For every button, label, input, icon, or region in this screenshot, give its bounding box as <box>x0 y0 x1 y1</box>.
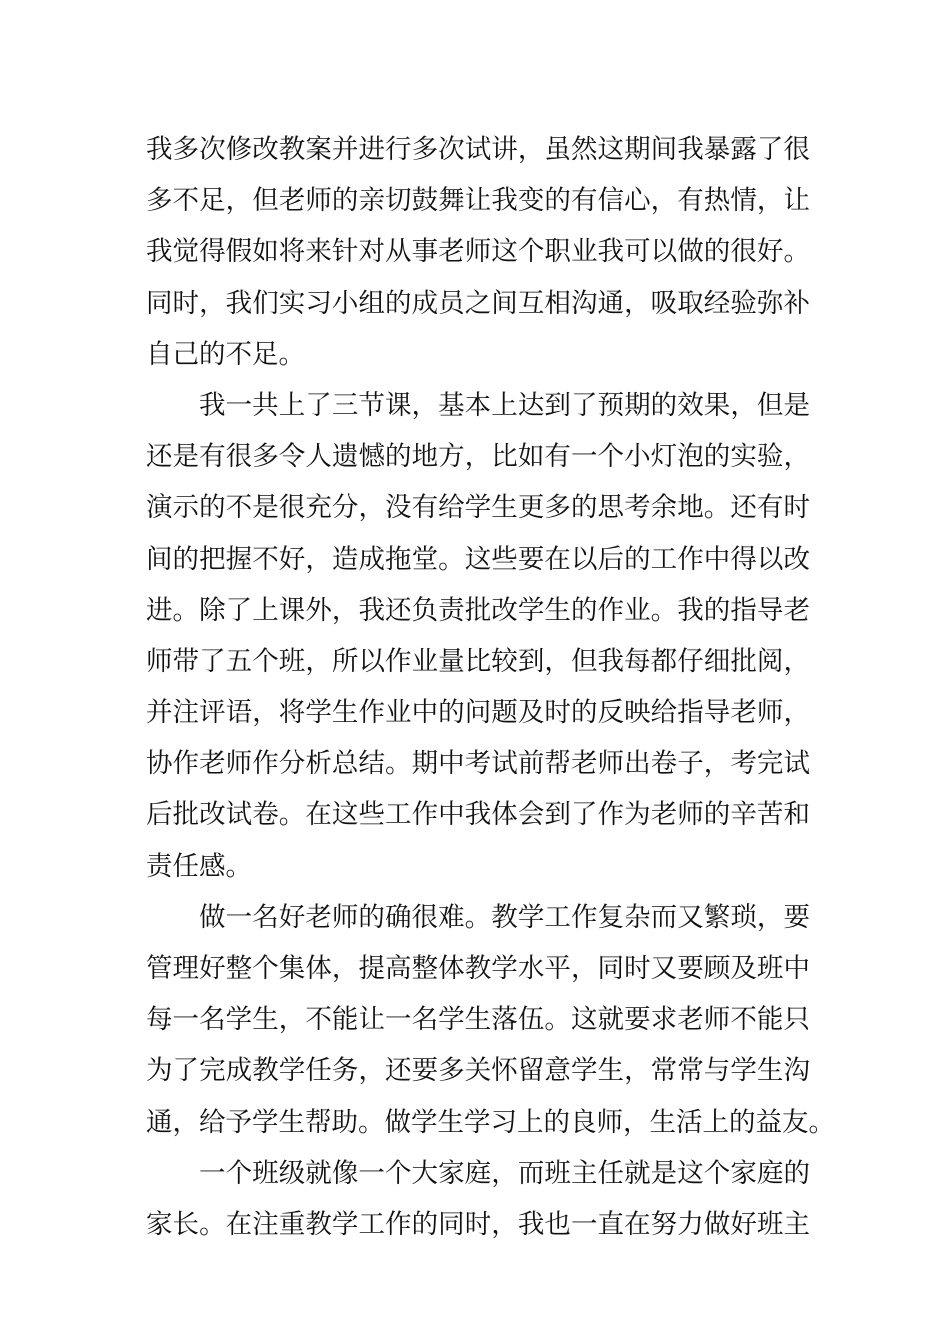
text-line: 并注评语，将学生作业中的问题及时的反映给指导老师， <box>146 697 810 729</box>
text-line: 间的把握不好，造成拖堂。这些要在以后的工作中得以改 <box>146 543 810 575</box>
text-line: 演示的不是很充分，没有给学生更多的思考余地。还有时 <box>146 492 810 524</box>
document-body <box>146 124 835 1250</box>
text-line: 为了完成教学任务，还要多关怀留意学生，常常与学生沟 <box>146 1055 810 1087</box>
paragraph-first-line: 一个班级就像一个大家庭，而班主任就是这个家庭的 <box>199 1157 810 1189</box>
text-line: 同时，我们实习小组的成员之间互相沟通，吸取经验弥补 <box>146 287 810 319</box>
paragraph-first-line: 我一共上了三节课，基本上达到了预期的效果，但是 <box>199 389 810 421</box>
text-line: 自己的不足。 <box>146 338 305 370</box>
text-line: 责任感。 <box>146 850 252 882</box>
text-line: 家长。在注重教学工作的同时，我也一直在努力做好班主 <box>146 1208 810 1240</box>
text-line: 我觉得假如将来针对从事老师这个职业我可以做的很好。 <box>146 236 810 268</box>
text-line: 多不足，但老师的亲切鼓舞让我变的有信心，有热情，让 <box>146 185 810 217</box>
text-line: 我多次修改教案并进行多次试讲，虽然这期间我暴露了很 <box>146 134 810 165</box>
text-line: 协作老师作分析总结。期中考试前帮老师出卷子，考完试 <box>146 748 810 780</box>
text-line: 管理好整个集体，提高整体教学水平，同时又要顾及班中 <box>146 953 810 984</box>
text-line: 进。除了上课外，我还负责批改学生的作业。我的指导老 <box>146 594 810 626</box>
text-line: 还是有很多令人遗憾的地方，比如有一个小灯泡的实验， <box>146 441 810 473</box>
paragraph-first-line: 做一名好老师的确很难。教学工作复杂而又繁琐，要 <box>199 901 810 933</box>
text-line: 师带了五个班，所以作业量比较到，但我每都仔细批阅， <box>146 645 810 677</box>
text-line: 每一名学生，不能让一名学生落伍。这就要求老师不能只 <box>146 1004 810 1036</box>
text-line: 通，给予学生帮助。做学生学习上的良师，生活上的益友。 <box>146 1106 835 1138</box>
text-line: 后批改试卷。在这些工作中我体会到了作为老师的辛苦和 <box>146 799 810 831</box>
